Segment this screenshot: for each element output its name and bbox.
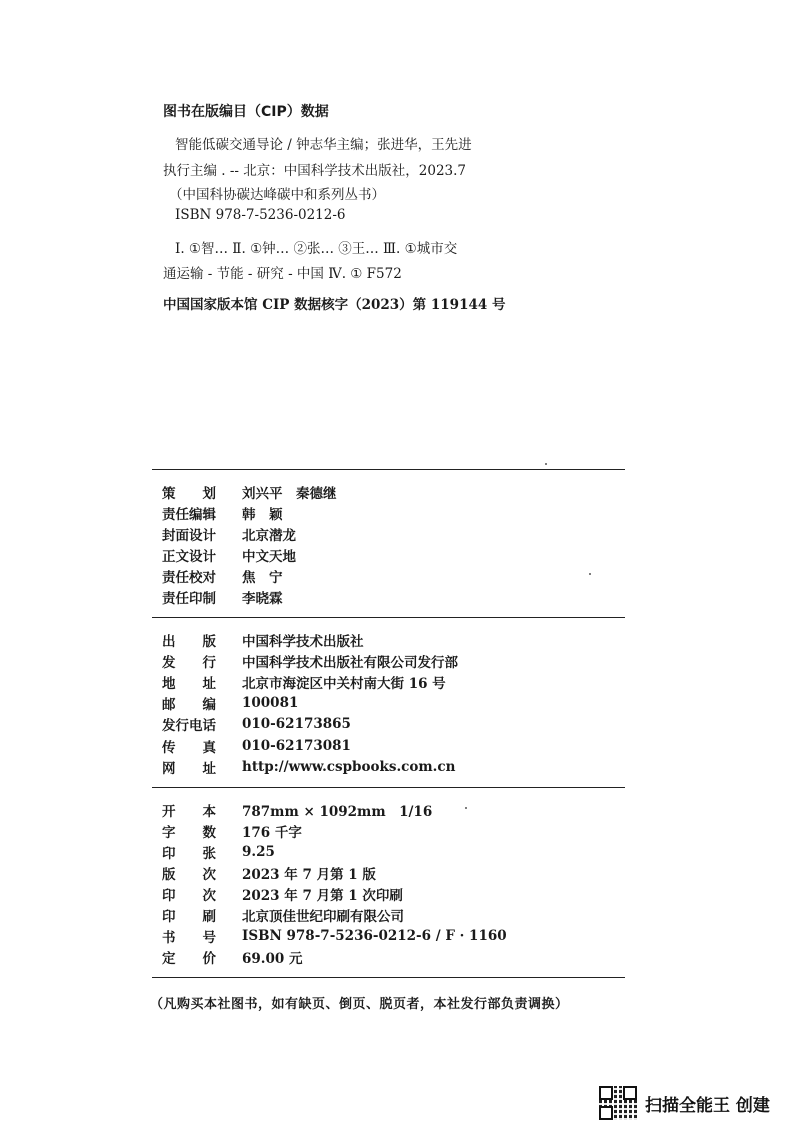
staff-value: 刘兴平 秦德继 bbox=[242, 486, 337, 502]
spec-value: 69.00 元 bbox=[242, 951, 303, 967]
publisher-value: 010-62173081 bbox=[242, 738, 351, 754]
cip-line-3: （中国科协碳达峰碳中和系列丛书） bbox=[169, 187, 385, 203]
spec-label: 定 价 bbox=[162, 951, 216, 967]
staff-row bbox=[162, 503, 283, 523]
spec-value: 北京顶佳世纪印刷有限公司 bbox=[242, 909, 404, 925]
publisher-label: 出 版 bbox=[162, 634, 216, 650]
staff-value: 中文天地 bbox=[242, 549, 296, 565]
return-notice: （凡购买本社图书，如有缺页、倒页、脱页者，本社发行部负责调换） bbox=[150, 997, 569, 1012]
divider-top bbox=[152, 469, 625, 470]
staff-row bbox=[162, 566, 283, 586]
spec-row bbox=[162, 842, 275, 862]
spec-label: 开 本 bbox=[162, 804, 216, 820]
divider-publisher bbox=[152, 787, 625, 788]
staff-row bbox=[162, 482, 337, 502]
scanner-watermark bbox=[599, 1086, 770, 1120]
publisher-row bbox=[162, 757, 455, 777]
publisher-label: 发 行 bbox=[162, 655, 216, 671]
scan-speck bbox=[465, 807, 467, 809]
staff-label: 策 划 bbox=[162, 486, 216, 502]
spec-row bbox=[162, 947, 302, 967]
spec-label: 印 张 bbox=[162, 846, 216, 862]
publisher-row bbox=[162, 693, 298, 713]
staff-value: 韩 颖 bbox=[242, 507, 283, 523]
publisher-value: 北京市海淀区中关村南大街 16 号 bbox=[242, 676, 446, 692]
publisher-value: 中国科学技术出版社 bbox=[242, 634, 364, 650]
staff-label: 责任印制 bbox=[162, 591, 216, 607]
spec-value: 787mm × 1092mm 1/16 bbox=[242, 804, 433, 820]
publisher-website: http://www.cspbooks.com.cn bbox=[242, 759, 456, 775]
publisher-value: 100081 bbox=[242, 695, 299, 711]
scan-speck bbox=[589, 573, 591, 575]
spec-value: ISBN 978-7-5236-0212-6 / F · 1160 bbox=[242, 928, 507, 944]
cip-record-number: 中国国家版本馆 CIP 数据核字（2023）第 119144 号 bbox=[163, 297, 506, 313]
staff-label: 封面设计 bbox=[162, 528, 216, 544]
spec-label: 字 数 bbox=[162, 825, 216, 841]
spec-label: 书 号 bbox=[162, 930, 216, 946]
spec-row bbox=[162, 926, 507, 946]
publisher-row bbox=[162, 630, 364, 650]
staff-label: 责任校对 bbox=[162, 570, 216, 586]
staff-value: 焦 宁 bbox=[242, 570, 283, 586]
staff-row bbox=[162, 545, 296, 565]
cip-line-5: Ⅰ. ①智… Ⅱ. ①钟… ②张… ③王… Ⅲ. ①城市交 bbox=[175, 241, 458, 257]
staff-label: 责任编辑 bbox=[162, 507, 216, 523]
publisher-label: 地 址 bbox=[162, 676, 216, 692]
publisher-label: 发行电话 bbox=[162, 718, 216, 734]
publisher-label: 传 真 bbox=[162, 740, 216, 756]
spec-row bbox=[162, 863, 376, 883]
staff-label: 正文设计 bbox=[162, 549, 216, 565]
spec-label: 印 次 bbox=[162, 888, 216, 904]
publisher-value: 010-62173865 bbox=[242, 716, 351, 732]
publisher-row bbox=[162, 714, 351, 734]
spec-value: 9.25 bbox=[242, 844, 275, 860]
staff-value: 李晓霖 bbox=[242, 591, 283, 607]
publisher-row bbox=[162, 672, 446, 692]
divider-staff bbox=[152, 617, 625, 618]
cip-heading: 图书在版编目（CIP）数据 bbox=[163, 104, 329, 120]
publisher-row bbox=[162, 651, 458, 671]
cip-line-1: 智能低碳交通导论 / 钟志华主编；张进华，王先进 bbox=[175, 137, 472, 153]
watermark-text: 扫描全能王 创建 bbox=[645, 1095, 770, 1116]
spec-value: 176 千字 bbox=[242, 825, 302, 841]
publisher-label: 网 址 bbox=[162, 761, 216, 777]
staff-value: 北京潜龙 bbox=[242, 528, 296, 544]
spec-row bbox=[162, 905, 404, 925]
publisher-row bbox=[162, 736, 351, 756]
publisher-value: 中国科学技术出版社有限公司发行部 bbox=[242, 655, 458, 671]
publisher-label: 邮 编 bbox=[162, 697, 216, 713]
cip-line-2: 执行主编 . -- 北京：中国科学技术出版社，2023.7 bbox=[163, 163, 467, 179]
spec-label: 版 次 bbox=[162, 867, 216, 883]
divider-bottom bbox=[152, 977, 625, 978]
spec-value: 2023 年 7 月第 1 次印刷 bbox=[242, 888, 403, 904]
qr-code-icon bbox=[599, 1086, 637, 1120]
spec-value: 2023 年 7 月第 1 版 bbox=[242, 867, 376, 883]
scan-speck bbox=[545, 463, 547, 465]
spec-row bbox=[162, 821, 302, 841]
spec-row bbox=[162, 884, 403, 904]
spec-row bbox=[162, 800, 432, 820]
spec-label: 印 刷 bbox=[162, 909, 216, 925]
cip-line-6: 通运输 - 节能 - 研究 - 中国 Ⅳ. ① F572 bbox=[163, 266, 402, 282]
staff-row bbox=[162, 524, 296, 544]
cip-line-4: ISBN 978-7-5236-0212-6 bbox=[175, 207, 346, 223]
staff-row bbox=[162, 587, 283, 607]
